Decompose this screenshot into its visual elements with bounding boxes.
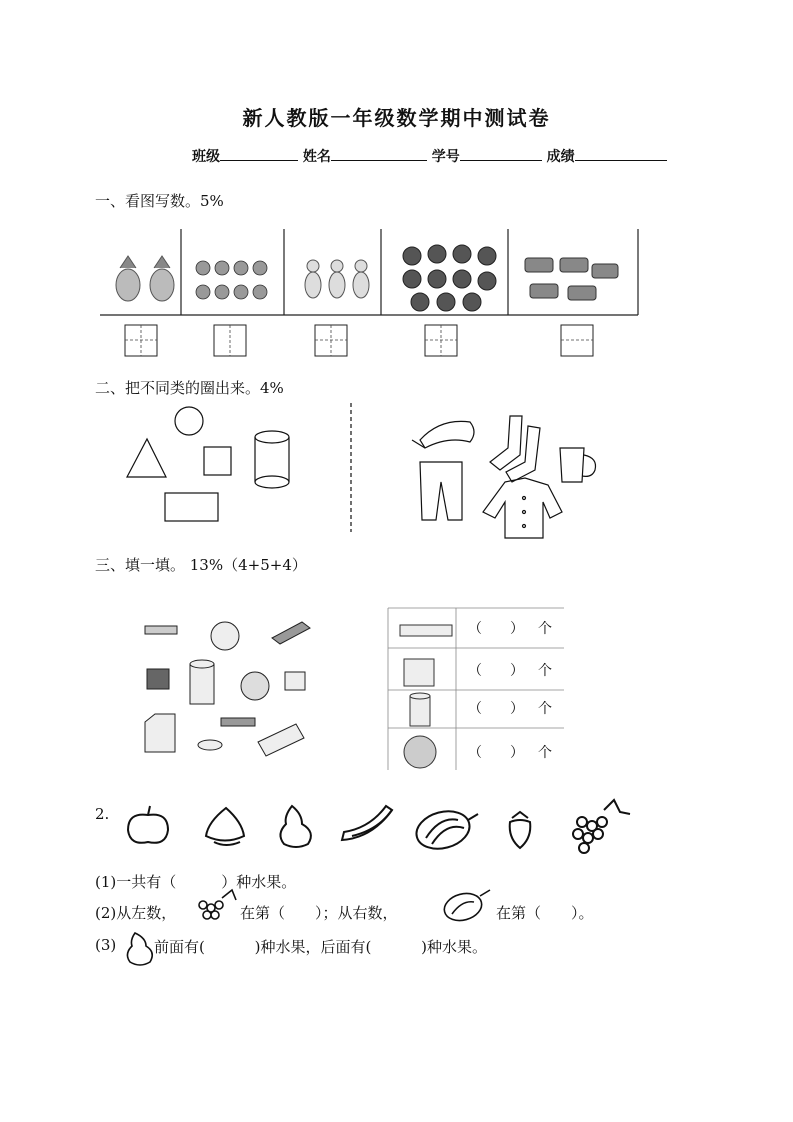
section-2-heading: 二、把不同类的圈出来。4% [95, 379, 284, 397]
section-3-heading: 三、填一填。 13%（4+5+4） [95, 556, 307, 574]
score-label: 成绩 [546, 149, 575, 165]
number-label: 学号 [431, 149, 460, 165]
table-row-1-unit: 个 [538, 621, 552, 637]
page-title: 新人教版一年级数学期中测试卷 [242, 106, 551, 130]
pear-icon [280, 806, 310, 847]
inline-pear-icon [127, 933, 152, 965]
table-row-2-blank[interactable]: （ ） [468, 663, 524, 679]
question-2-line-2a: (2)从左数， [95, 904, 177, 922]
question-2-number: 2. [95, 805, 110, 823]
question-2-line-2c: 在第（ ）。 [496, 904, 594, 922]
question-2-line-2b: 在第（ ）；从右数， [240, 904, 398, 922]
apple-icon [128, 806, 168, 843]
name-label: 姓名 [302, 149, 331, 165]
peach-icon [206, 808, 244, 845]
grapes-icon [573, 800, 630, 853]
table-row-4-unit: 个 [538, 745, 552, 761]
strawberry-icon [510, 812, 531, 848]
table-row-3-blank[interactable]: （ ） [468, 701, 524, 717]
question-2-line-3a: (3) [95, 936, 117, 954]
banana-icon [342, 806, 392, 840]
table-row-3-unit: 个 [538, 701, 552, 717]
class-label: 班级 [192, 149, 220, 165]
question-2-line-1: (1)一共有（ ）种水果。 [95, 873, 297, 891]
section-1-heading: 一、看图写数。5% [95, 192, 224, 210]
table-row-1-blank[interactable]: （ ） [468, 621, 524, 637]
inline-grapes-icon [199, 890, 236, 919]
table-row-4-blank[interactable]: （ ） [468, 745, 524, 761]
watermelon-icon [412, 806, 478, 855]
table-row-2-unit: 个 [538, 663, 552, 679]
question-2-line-3b: 前面有( )种水果，后面有( )种水果。 [154, 938, 487, 956]
inline-watermelon-icon [441, 890, 490, 925]
